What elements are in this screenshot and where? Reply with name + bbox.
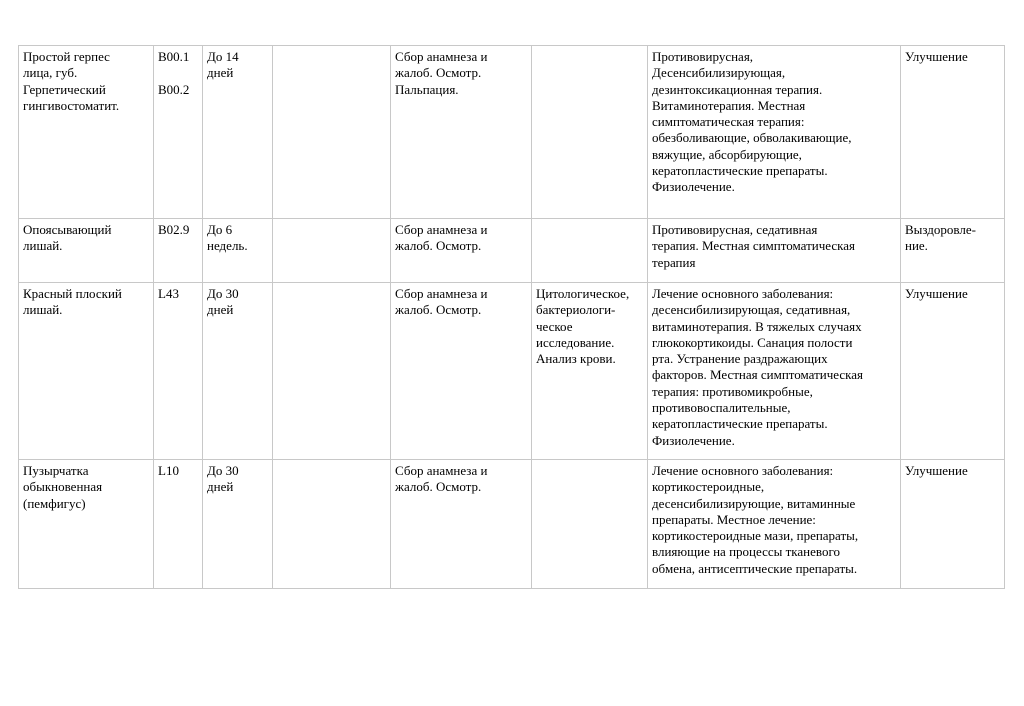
additional-examination-cell: [532, 219, 648, 283]
treatment-cell: Противовирусная, Десенсибилизирующая, дезинтоксикационная терапия. Витаминотерапия. Местная симптоматическая терапия: обезболивающие, обволакивающие, вяжущие, абсорбирующие, кератопластические препараты. Физиолечение.: [648, 46, 901, 219]
duration-cell: До 14 дней: [203, 46, 273, 219]
treatment-cell: Лечение основного заболевания: кортикостероидные, десенсибилизирующие, витаминные препараты. Местное лечение: кортикостероидные мази, препараты, влияющие на процессы тканевого обмена, антисептические препараты.: [648, 460, 901, 589]
duration-cell: До 30 дней: [203, 460, 273, 589]
outcome-cell: Выздоровле- ние.: [901, 219, 1005, 283]
icd-code-cell: B00.1 B00.2: [154, 46, 203, 219]
empty-cell: [273, 460, 391, 589]
table-row: [19, 283, 1005, 460]
diagnosis-cell: Простой герпес лица, губ. Герпетический гингивостоматит.: [19, 46, 154, 219]
empty-cell: [273, 283, 391, 460]
treatment-cell: Лечение основного заболевания: десенсибилизирующая, седативная, витаминотерапия. В тяжелых случаях глюкокортикоиды. Санация полости рта. Устранение раздражающих факторов. Местная симптоматическая терапия: противомикробные, противовоспалительные, кератопластические препараты. Физиолечение.: [648, 283, 901, 460]
duration-cell: До 6 недель.: [203, 219, 273, 283]
diseases-table: [18, 45, 1005, 589]
table-row: [19, 460, 1005, 589]
table-row: [19, 46, 1005, 219]
additional-examination-cell: Цитологическое, бактериологи- ческое исследование. Анализ крови.: [532, 283, 648, 460]
table-row: [19, 219, 1005, 283]
empty-cell: [273, 219, 391, 283]
additional-examination-cell: [532, 46, 648, 219]
diagnosis-cell: Красный плоский лишай.: [19, 283, 154, 460]
treatment-cell: Противовирусная, седативная терапия. Местная симптоматическая терапия: [648, 219, 901, 283]
examination-cell: Сбор анамнеза и жалоб. Осмотр.: [391, 283, 532, 460]
empty-cell: [273, 46, 391, 219]
icd-code-cell: L43: [154, 283, 203, 460]
outcome-cell: Улучшение: [901, 283, 1005, 460]
examination-cell: Сбор анамнеза и жалоб. Осмотр.: [391, 219, 532, 283]
outcome-cell: Улучшение: [901, 46, 1005, 219]
diagnosis-cell: Опоясывающий лишай.: [19, 219, 154, 283]
diagnosis-cell: Пузырчатка обыкновенная (пемфигус): [19, 460, 154, 589]
icd-code-cell: L10: [154, 460, 203, 589]
additional-examination-cell: [532, 460, 648, 589]
outcome-cell: Улучшение: [901, 460, 1005, 589]
icd-code-cell: B02.9: [154, 219, 203, 283]
examination-cell: Сбор анамнеза и жалоб. Осмотр.: [391, 460, 532, 589]
examination-cell: Сбор анамнеза и жалоб. Осмотр. Пальпация.: [391, 46, 532, 219]
duration-cell: До 30 дней: [203, 283, 273, 460]
